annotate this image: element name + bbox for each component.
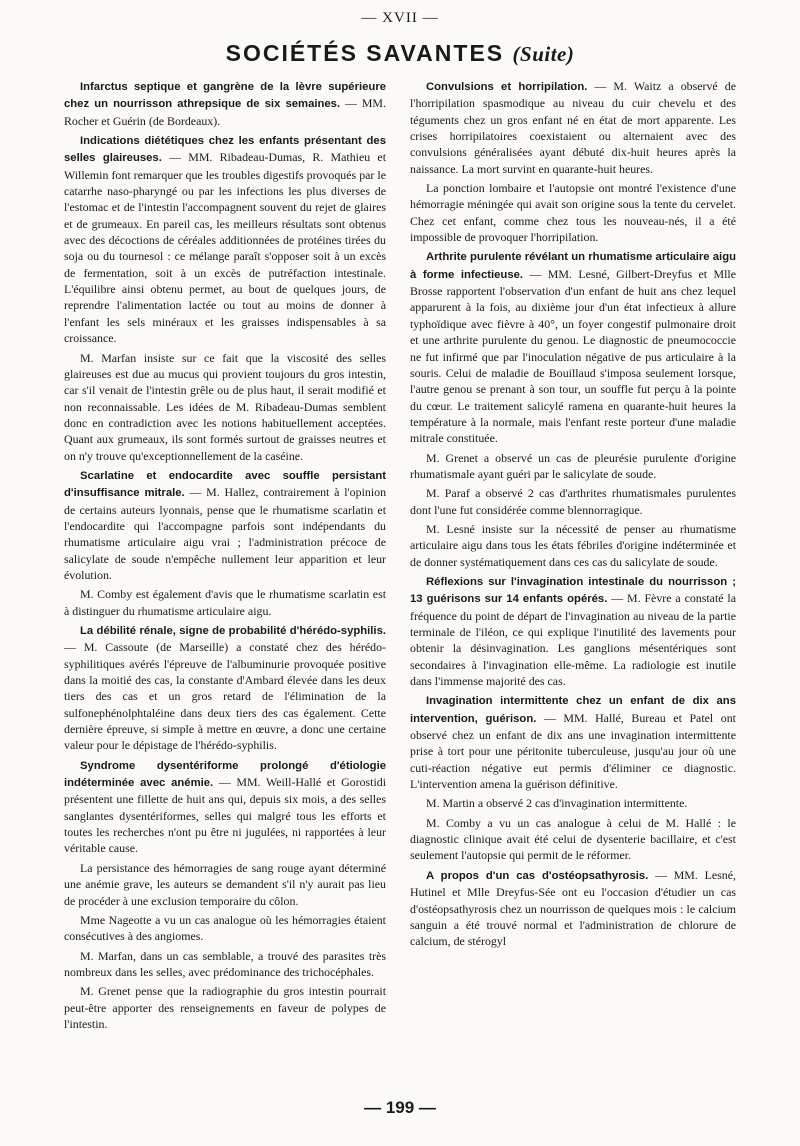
article-heading: Indications diététiques chez les enfants présentant des selles glaireuses. (64, 135, 386, 165)
article-heading: Réflexions sur l'invagination intestinale du nourrisson ; 13 guérisons sur 14 enfants opérés. (410, 575, 736, 606)
article-text: M. Comby a vu un cas analogue à celui de M. Hallé : le diagnostic clinique avait été celui de dysenterie bacillaire, et c'est seulement l'autopsie qui permit de le réformer. (410, 815, 736, 863)
article-text: — MM. Weill-Hallé et Gorostidi présentent une fillette de huit ans qui, depuis six mois, a des selles sanglantes dysentériformes, selles qui malgré tous les efforts et toutes les recherches n'ont pu être ni jugulées, ni rapportées à leur véritable cause. (64, 775, 386, 856)
article-paragraph (410, 450, 736, 483)
article-paragraph (410, 521, 736, 570)
article-text: M. Marfan, dans un cas semblable, a trouvé des parasites très nombreux dans les selles, avec prédominance des trichocéphales. (64, 948, 386, 979)
article-text: — M. Waitz a observé de l'horripilation spasmodique au niveau du cuir chevelu et des téguments chez un gros enfant né en état de mort apparente. Les crises horripilatoires coexistaient ou alternaient avec des convulsions généralisées ayant débuté dix-huit heures après la naissance. La mort survint en quarante-huit heures. (410, 79, 736, 176)
article-heading: Arthrite purulente révélant un rhumatisme articulaire aigu à forme infectieuse. (410, 251, 736, 281)
article-entry (64, 78, 386, 129)
article-text: M. Marfan insiste sur ce fait que la viscosité des selles glaireuses est due au mucus qui provient toujours du gros intestin, car s'il venait de l'intestin grêle ou de plus haut, il serait modifié et non reconnaissable. Les idées de M. Ribadeau-Dumas semblent donc en contradiction avec les notions habituellement acceptées. Quant aux grumeaux, ils sont formés surtout de graisses neutres et on n'y trouve qu'exceptionnellement de la caséine. (64, 350, 386, 463)
article-entry (410, 573, 736, 689)
article-entry (64, 467, 386, 583)
article-heading: La débilité rénale, signe de probabilité d'hérédo-syphilis. (80, 625, 386, 637)
article-text: — MM. Hallé, Bureau et Patel ont observé chez un enfant de dix ans une invagination intermittente prise à tort pour une péritonite tuberculeuse, jusqu'au jour où une cuti-réaction négative eut permis d'éliminer ce diagnostic. L'intervention amena la guérison définitive. (410, 710, 736, 792)
article-text: M. Martin a observé 2 cas d'invagination intermittente. (426, 796, 688, 811)
article-text: M. Comby est également d'avis que le rhumatisme scarlatin est à distinguer du rhumatisme articulaire aigu. (64, 587, 386, 618)
article-paragraph (410, 180, 736, 245)
article-paragraph (64, 912, 386, 945)
article-text: La persistance des hémorragies de sang rouge ayant déterminé une anémie grave, les auteurs se demandent s'il n'y aurait pas lieu de procéder à une exclusion temporaire du côlon. (64, 860, 386, 908)
article-paragraph (410, 485, 736, 518)
article-paragraph (410, 795, 736, 811)
article-text: — M. Fèvre a constaté la fréquence du point de départ de l'invagination au niveau de la partie terminale de l'iléon, ce qui explique l'inutilité des lavements pour obtenir la désinvagination. Les ganglions mésentériques sont secondaires à l'invagination elle-même. La radiologie est inutile dans l'immense majorité des cas. (410, 591, 737, 689)
article-paragraph (64, 948, 386, 981)
article-heading: Convulsions et horripilation. (426, 81, 588, 93)
section-title (0, 40, 800, 67)
article-paragraph (410, 815, 736, 864)
article-text: — M. Hallez, contrairement à l'opinion de certains auteurs lyonnais, pense que le rhumatisme scarlatin et l'endocardite qui l'accompagne parfois sont indépendants du rhumatisme articulaire aigu vrai ; l'administration précoce de salicylate de soude n'empêche nullement leur apparition et leur évolution. (64, 485, 387, 582)
article-text: M. Lesné insiste sur la nécessité de penser au rhumatisme articulaire aigu dans tous les états fébriles d'origine indéterminée et de donner systématiquement dans ces cas du salicylate de soude. (410, 521, 736, 569)
article-text: — MM. Ribadeau-Dumas, R. Mathieu et Willemin font remarquer que les troubles digestifs provoqués par le catarrhe naso-pharyngé ou par les infections les plus diverses de l'estomac et de l'intestin l'accompagnent souvent du rejet de glaires et de grumeaux. En pareil cas, les meilleurs résultats sont obtenus avec des décoctions de céréales additionnées de protéines tirées du soja ou du tournesol : ce mélange paraît s'opposer soit à un excès de fermentation, soit à un excès de putréfaction intestinale. L'équilibre ainsi obtenu permet, au bout de quelques jours, de reprendre l'alimentation lactée ou tout au moins de donner à l'enfant les sels minéraux et les graisses indispensables à sa croissance. (64, 150, 386, 346)
section-title-suite: (Suite) (512, 42, 575, 66)
article-heading: Scarlatine et endocardite avec souffle persistant d'insuffisance mitrale. (64, 469, 386, 500)
article-text: — M. Cassoute (de Marseille) a constaté chez des hérédo-syphilitiques avérés l'épreuve de l'albuminurie provoquée positive dans la moitié des cas, la constante d'Ambard élevée dans les deux tiers des cas et un gros retard de l'élimination de la sulfonephénolphtaléine dans deux tiers des cas également. Cette dernière épreuve, si simple à mettre en œuvre, a donc une certaine valeur pour le dépistage de l'hérédo-syphilis. (64, 640, 386, 753)
article-heading: Invagination intermittente chez un enfant de dix ans intervention, guérison. (410, 695, 736, 725)
article-heading: Syndrome dysentériforme prolongé d'étiologie indéterminée avec anémie. (64, 759, 386, 790)
article-text: M. Paraf a observé 2 cas d'arthrites rhumatismales purulentes dont l'une fut considérée comme blennorragique. (410, 486, 736, 517)
article-entry (64, 622, 386, 754)
article-entry (64, 132, 386, 346)
article-entry (410, 78, 736, 177)
article-text: — MM. Rocher et Guérin (de Bordeaux). (64, 96, 386, 128)
article-entry (410, 867, 736, 950)
section-title-text: SOCIÉTÉS SAVANTES (225, 40, 505, 66)
article-heading: A propos d'un cas d'ostéopsathyrosis. (426, 869, 649, 882)
right-column (410, 78, 736, 953)
article-paragraph (64, 860, 386, 909)
article-paragraph (64, 586, 386, 619)
article-entry (410, 248, 736, 446)
article-entry (64, 757, 386, 857)
article-entry (410, 692, 736, 792)
page-number: — 199 — (364, 1098, 436, 1117)
article-paragraph (64, 983, 386, 1032)
article-text: M. Grenet pense que la radiographie du gros intestin pourrait peut-être apporter des renseignements en faveur de polypes de l'intestin. (64, 984, 386, 1031)
article-text: M. Grenet a observé un cas de pleurésie purulente d'origine rhumatismale ayant guéri par le salicylate de soude. (410, 450, 736, 481)
left-column (64, 78, 386, 1035)
article-heading: Infarctus septique et gangrène de la lèvre supérieure chez un nourrisson athrepsique de six semaines. (64, 81, 386, 111)
article-text: — MM. Lesné, Gilbert-Dreyfus et Mlle Brosse rapportent l'observation d'un enfant de huit ans chez lequel apparurent à la fois, au dixième jour d'un état infectieux à allure typhoïdique avec fièvre à 40°, un foyer congestif pulmonaire droit et une arthrite purulente du genou. Le diagnostic de pneumococcie ne fut infirmé que par l'inoculation négative de pus articulaire à la souris. Celui de maladie de Bouillaud s'imposa seulement lorsque, l'autre genou se prenant à son tour, un souffle fut perçu à la pointe du cœur. Le traitement salicylé ramena en quarante-huit heures la température à la normale, mais l'enfant reste porteur d'une maladie mitrale constituée. (410, 266, 736, 446)
article-text: La ponction lombaire et l'autopsie ont montré l'existence d'une hémorragie méningée qui avait son origine sous la tente du cervelet. Chez cet enfant, comme chez tous les nouveau-nés, il a été impossible de provoquer l'horripilation. (410, 181, 736, 245)
roman-page-number: — XVII — (361, 10, 439, 26)
article-text: — MM. Lesné, Hutinel et Mlle Dreyfus-Sée ont eu l'occasion d'étudier un cas d'ostéopsathyrosis chez un nourrisson de quelques mois : le calcium sanguin a été trouvé normal et l'administration de chlorure de calcium, de stérogyl (410, 867, 736, 949)
article-text: Mme Nageotte a vu un cas analogue où les hémorragies étaient consécutives à des angiomes. (64, 912, 386, 944)
article-paragraph (64, 350, 386, 464)
